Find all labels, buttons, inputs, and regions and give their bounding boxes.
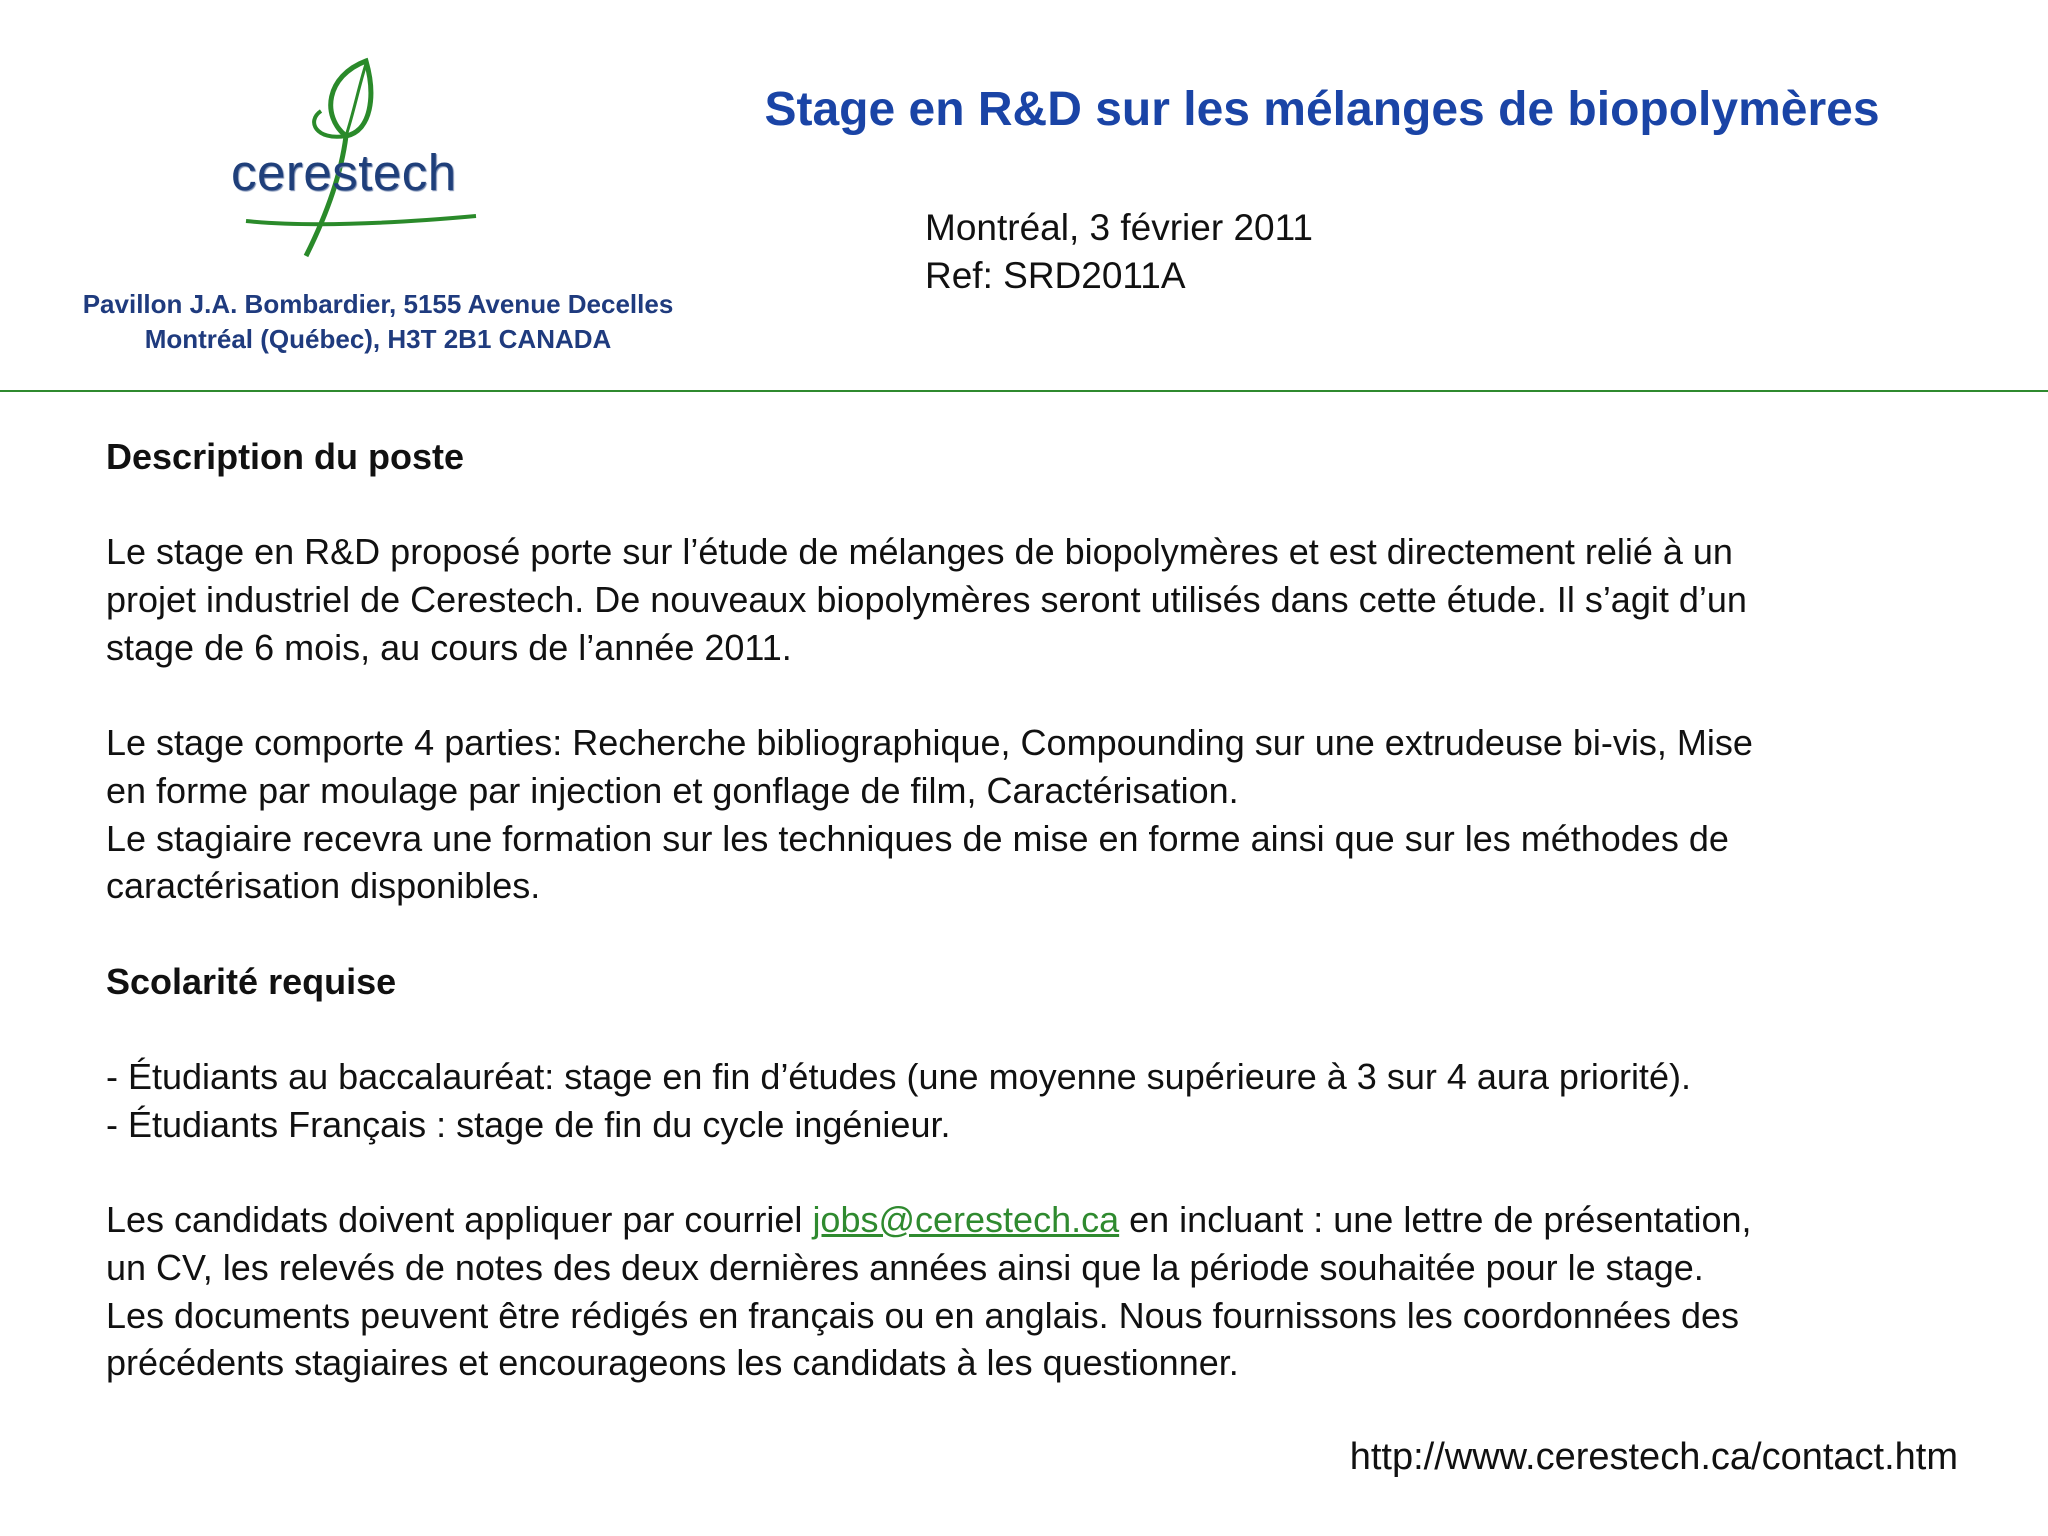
header-divider [0, 390, 2048, 392]
heading-description: Description du poste [106, 436, 465, 477]
spacer [106, 1148, 2006, 1196]
page-title: Stage en R&D sur les mélanges de biopolymères [764, 83, 1880, 136]
apply-text-after: en incluant : une lettre de présentation, [1119, 1199, 1752, 1241]
description-line: Le stage en R&D proposé porte sur l’étude de mélanges de biopolymères et est directement relié à un [106, 531, 1733, 573]
date-ref-block [925, 204, 1313, 300]
apply-text-before: Les candidats doivent appliquer par courriel [106, 1199, 813, 1241]
parts-line: caractérisation disponibles. [106, 865, 541, 907]
apply-line: un CV, les relevés de notes des deux dernières années ainsi que la période souhaitée pour le stage. [106, 1246, 1704, 1288]
document-body [106, 433, 2006, 1387]
date-line: Montréal, 3 février 2011 [925, 207, 1314, 248]
scolarite-line: - Étudiants Français : stage de fin du cycle ingénieur. [106, 1103, 951, 1145]
spacer [106, 1005, 2006, 1053]
apply-line: Les documents peuvent être rédigés en français ou en anglais. Nous fournissons les coordonnées des [106, 1294, 1740, 1336]
parts-line: Le stage comporte 4 parties: Recherche bibliographique, Compounding sur une extrudeuse bi-vis, Mise [106, 722, 1753, 764]
scolarite-line: - Étudiants au baccalauréat: stage en fin d’études (une moyenne supérieure à 3 sur 4 aura priorité). [106, 1056, 1691, 1098]
parts-line: Le stagiaire recevra une formation sur les techniques de mise en forme ainsi que sur les méthodes de [106, 817, 1729, 859]
description-line: projet industriel de Cerestech. De nouveaux biopolymères seront utilisés dans cette étude. Il s’agit d’un [106, 579, 1747, 621]
address-line-2: Montréal (Québec), H3T 2B1 CANADA [144, 324, 612, 354]
email-link[interactable]: jobs@cerestech.ca [812, 1199, 1120, 1241]
ref-line: Ref: SRD2011A [925, 255, 1186, 296]
parts-line: en forme par moulage par injection et gonflage de film, Caractérisation. [106, 769, 1239, 811]
apply-line [106, 1196, 2006, 1244]
heading-scolarite: Scolarité requise [106, 960, 397, 1002]
spacer [106, 910, 2006, 958]
address-line-1: Pavillon J.A. Bombardier, 5155 Avenue Decelles [82, 289, 674, 319]
company-address [40, 287, 716, 357]
description-line: stage de 6 mois, au cours de l’année 2011. [106, 626, 792, 668]
logo-text: cerestech [231, 144, 457, 201]
spacer [106, 481, 2006, 529]
spacer [106, 672, 2006, 720]
contact-url: http://www.cerestech.ca/contact.htm [1349, 1436, 1958, 1478]
apply-line: précédents stagiaires et encourageons les candidats à les questionner. [106, 1342, 1239, 1384]
